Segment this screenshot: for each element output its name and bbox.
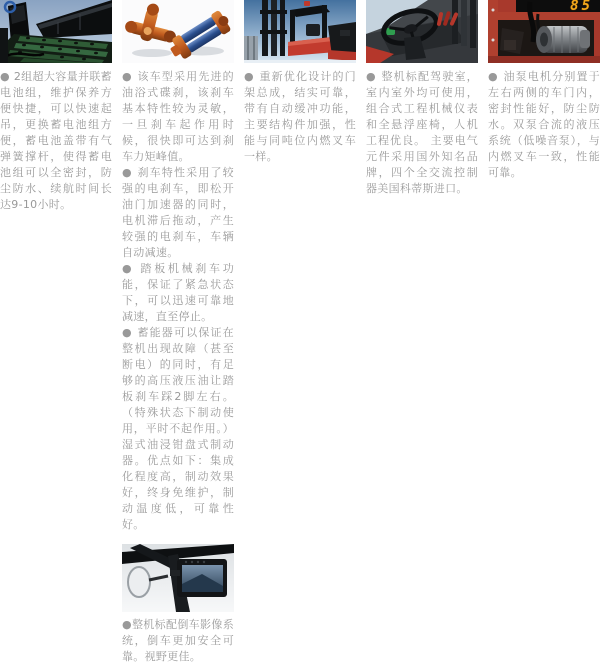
feature-paragraph: ● 重新优化设计的门架总成，结实可靠，带有自动缓冲功能，主要结构件加强，性能与同吨位内燃叉车一样。 (244, 70, 356, 163)
feature-paragraph: ● 踏板机械刹车功能，保证了紧急状态下，可以迅速可靠地减速，直至停止。 (122, 262, 234, 323)
brake-components-photo (122, 0, 234, 63)
feature-column-battery (0, 0, 112, 665)
feature-paragraph: ●整机标配倒车影像系统，倒车更加安全可靠。视野更佳。 (122, 618, 234, 663)
pump-motor-photo (488, 0, 600, 63)
battery-feature-text (0, 69, 112, 213)
rear-camera-monitor-photo (122, 544, 234, 612)
battery-compartment-photo (0, 0, 112, 63)
feature-column-mast (244, 0, 356, 665)
mast-assembly-photo (244, 0, 356, 63)
cab-interior-photo (366, 0, 478, 63)
feature-column-brakes (122, 0, 234, 665)
feature-paragraph: ● 整机标配驾驶室，室内室外均可使用，组合式工程机械仪表和全悬浮座椅，人机工程优良。 主要电气元件采用国外知名品牌，四个全交流控制器美国科蒂斯进口。 (366, 70, 478, 195)
feature-column-pump (488, 0, 600, 665)
cab-interior-illustration (366, 0, 478, 63)
feature-paragraph: ● 该车型采用先进的油浴式碟刹，该刹车基本特性较为灵敏，一旦刹车起作用时候，很快即可达到刹车力矩峰值。 (122, 70, 234, 163)
feature-column-cab (366, 0, 478, 665)
feature-paragraph: ● 油泵电机分别置于左右两侧的车门内，密封性能好，防尘防水。双泵合流的液压系统（低噪音泵），与内燃叉车一致，性能可靠。 (488, 70, 600, 179)
battery-compartment-illustration (0, 0, 112, 63)
battery-charge-display: 85 (570, 0, 593, 14)
mast-forklift-illustration (244, 0, 356, 63)
feature-paragraph: ● 蓄能器可以保证在整机出现故障（甚至断电）的同时，有足够的高压液压油让踏板刹车踩2脚左右。（特殊状态下制动使用，平时不起作用。）湿式油浸钳盘式制动器。优点如下：集成化程度高，制动效果好，终身免维护，制动温度低，可靠性好。 (122, 326, 234, 531)
mast-feature-text (244, 69, 356, 165)
pump-feature-text (488, 69, 600, 181)
rear-camera-illustration (122, 544, 234, 612)
brake-components-illustration (122, 0, 234, 63)
brake-feature-text (122, 69, 234, 533)
feature-paragraph: ● 2组超大容量并联蓄电池组，维护保养方便快捷，可以快速起吊，更换蓄电池组方便，蓄电池盖带有气弹簧撑杆，使得蓄电池组可以全密封，防尘防水、续航时间长达9-10小时。 (0, 70, 112, 211)
cab-feature-text (366, 69, 478, 197)
camera-feature-text (122, 617, 234, 665)
feature-paragraph: ● 刹车特性采用了较强的电刹车，即松开油门加速器的同时，电机滞后拖动，产生较强的电刹车，车辆自动减速。 (122, 166, 234, 259)
